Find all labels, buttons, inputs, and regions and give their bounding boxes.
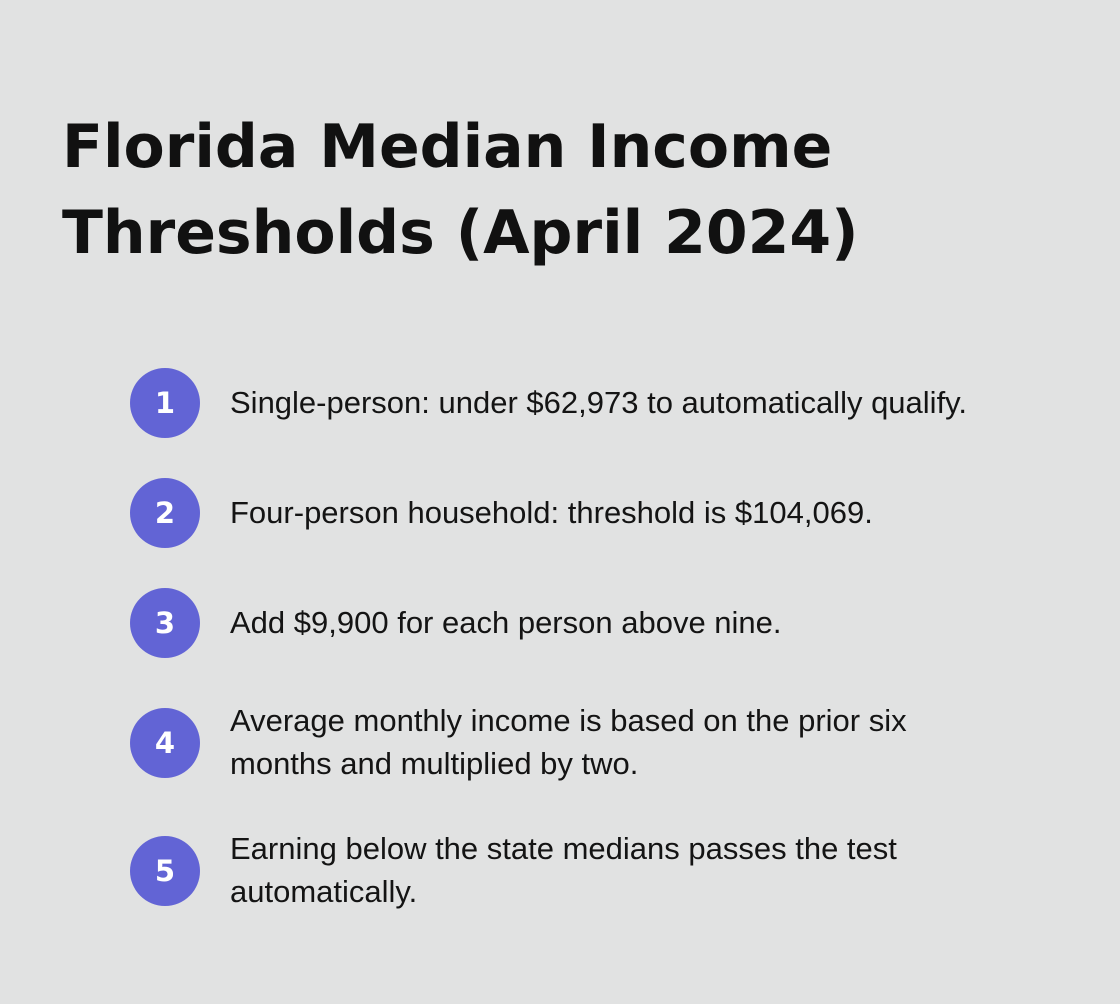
list-item-text-2	[230, 491, 1030, 534]
list-item-5-line-1: Earning below the state medians passes the test	[230, 831, 897, 866]
list-item-4-line-2: months and multiplied by two.	[230, 746, 639, 781]
list-item-text-5	[230, 827, 1030, 913]
title-line-2: Thresholds (April 2024)	[62, 198, 859, 268]
number-badge-3: 3	[130, 588, 200, 658]
list-item-1-line-1: Single-person: under $62,973 to automatically qualify.	[230, 385, 967, 420]
number-badge-2: 2	[130, 478, 200, 548]
list-item-2-line-1: Four-person household: threshold is $104,069.	[230, 495, 873, 530]
list-item-text-3	[230, 601, 1030, 644]
list-item-5-line-2: automatically.	[230, 874, 418, 909]
list-item-3-line-1: Add $9,900 for each person above nine.	[230, 605, 782, 640]
title-line-1: Florida Median Income	[62, 112, 833, 182]
list-item-4-line-1: Average monthly income is based on the prior six	[230, 703, 907, 738]
number-badge-1: 1	[130, 368, 200, 438]
number-badge-5: 5	[130, 836, 200, 906]
list-item-text-4	[230, 699, 1030, 785]
number-badge-4: 4	[130, 708, 200, 778]
list-item-text-1	[230, 381, 1030, 424]
